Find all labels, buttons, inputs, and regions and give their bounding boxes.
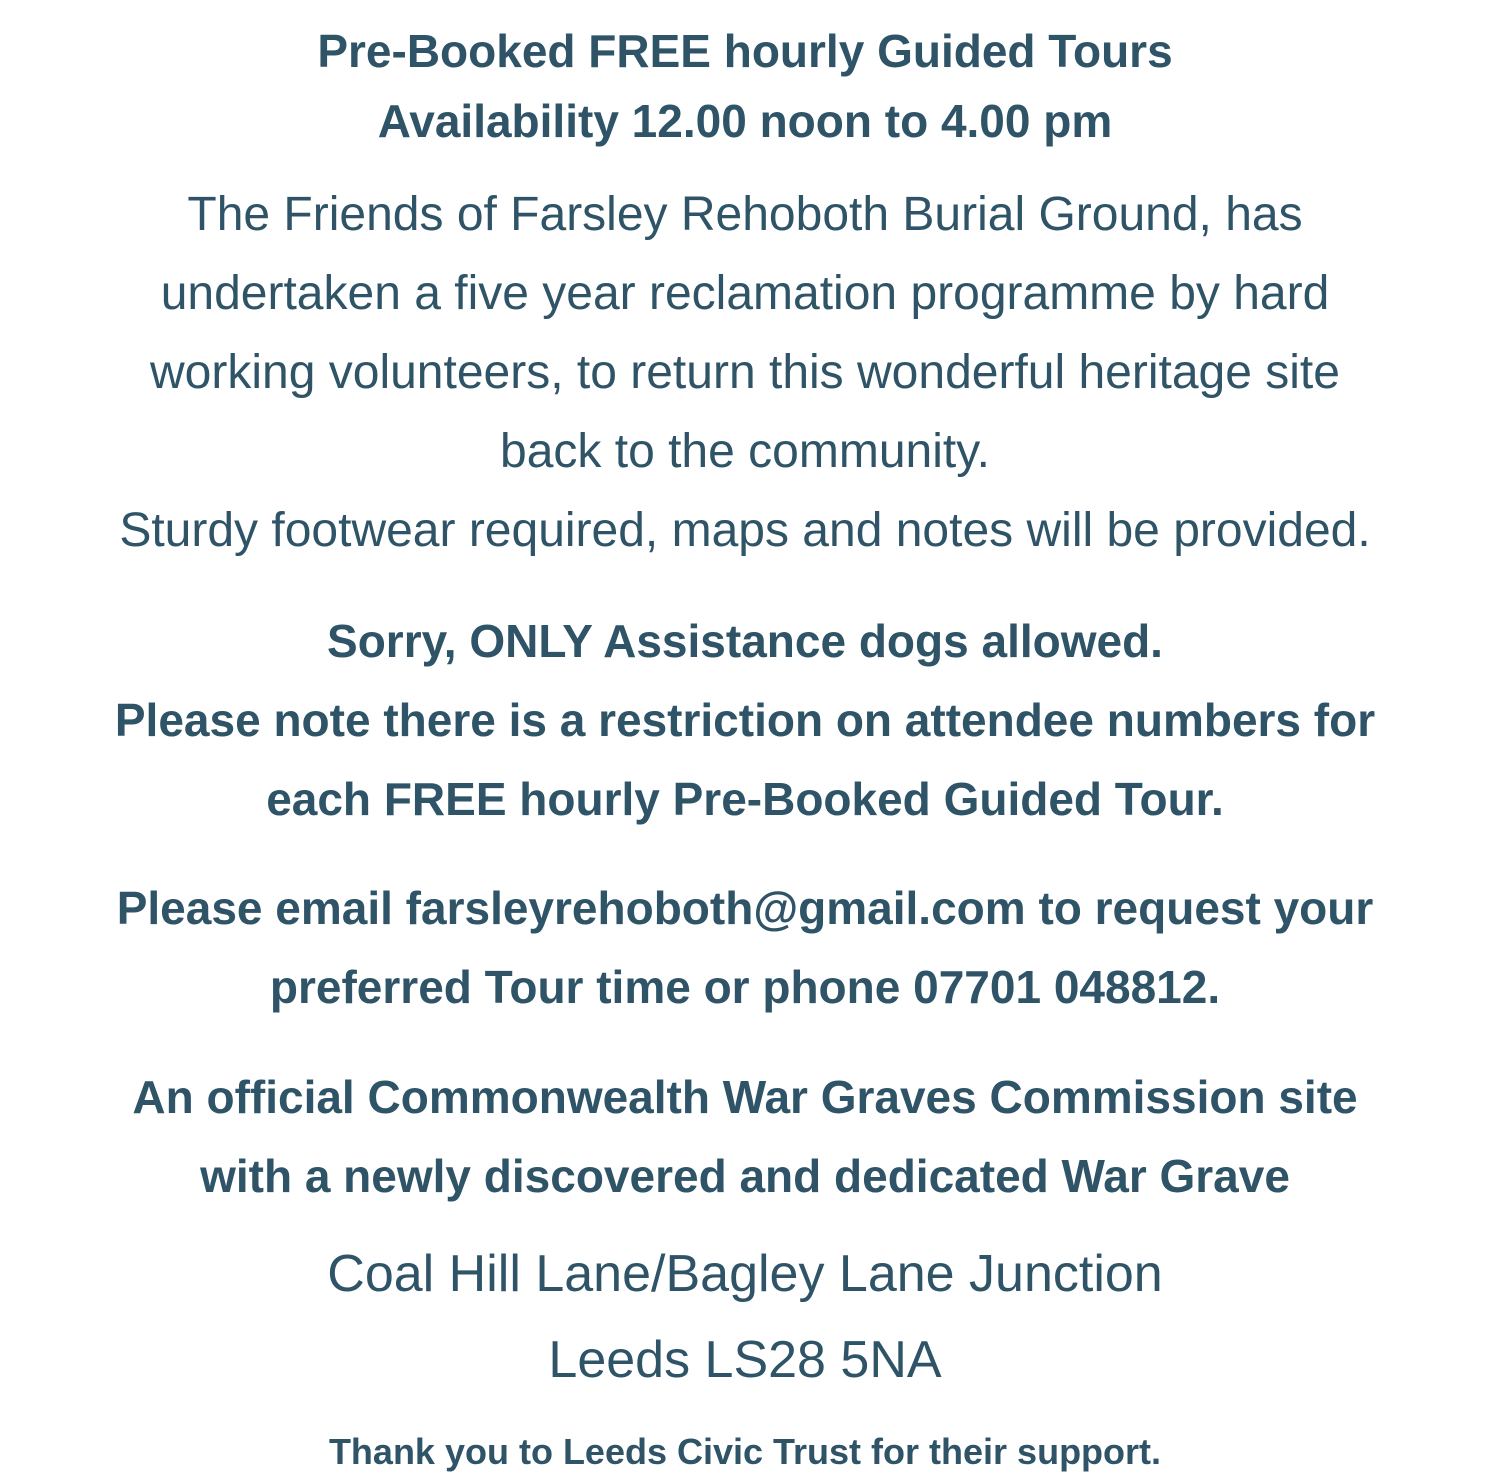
address-line-2: Leeds LS28 5NA bbox=[548, 1331, 942, 1389]
title-line-2: Availability 12.00 noon to 4.00 pm bbox=[377, 95, 1113, 147]
attendee-restriction-line-2: each FREE hourly Pre-Booked Guided Tour. bbox=[266, 773, 1224, 825]
thanks-footer: Thank you to Leeds Civic Trust for their support. bbox=[328, 1431, 1162, 1472]
description-line-2: undertaken a five year reclamation programme by hard bbox=[160, 267, 1330, 320]
attendee-restriction-line-1: Please note there is a restriction on attendee numbers for bbox=[114, 694, 1376, 746]
booking-line-1: Please email farsleyrehoboth@gmail.com to request your bbox=[116, 882, 1374, 934]
footwear-note: Sturdy footwear required, maps and notes will be provided. bbox=[119, 504, 1371, 557]
description-line-4: back to the community. bbox=[500, 425, 990, 478]
title-line-1: Pre-Booked FREE hourly Guided Tours bbox=[317, 25, 1173, 77]
cwgc-line-2: with a newly discovered and dedicated War Grave bbox=[200, 1150, 1290, 1202]
address-line-1: Coal Hill Lane/Bagley Lane Junction bbox=[327, 1245, 1163, 1303]
description-line-1: The Friends of Farsley Rehoboth Burial Ground, has bbox=[187, 188, 1303, 241]
cwgc-line-1: An official Commonwealth War Graves Commission site bbox=[132, 1071, 1358, 1123]
dogs-notice: Sorry, ONLY Assistance dogs allowed. bbox=[327, 615, 1163, 667]
booking-line-2: preferred Tour time or phone 07701 048812. bbox=[269, 961, 1221, 1013]
description-line-3: working volunteers, to return this wonderful heritage site bbox=[150, 346, 1340, 399]
